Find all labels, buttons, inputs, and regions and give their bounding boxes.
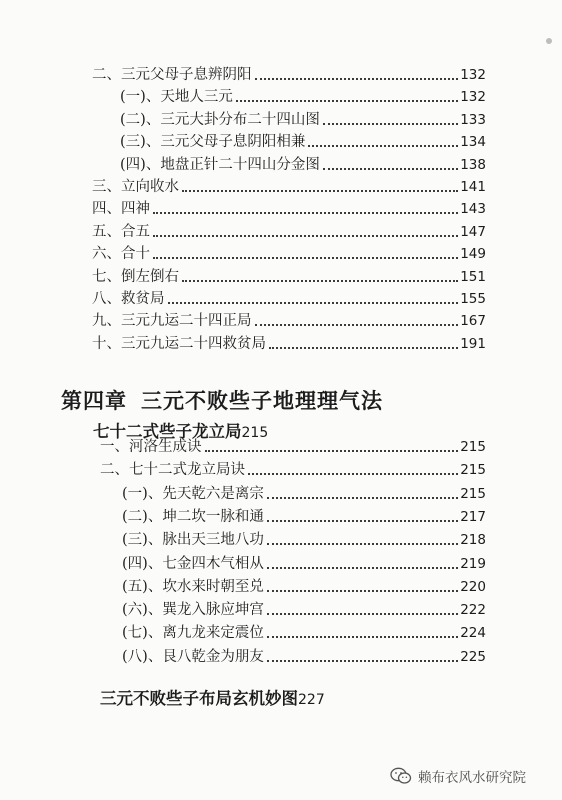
toc-entry bbox=[92, 221, 486, 243]
toc-leader-dots bbox=[248, 473, 458, 475]
toc-entry-page: 132 bbox=[460, 67, 486, 83]
toc-leader-dots bbox=[267, 613, 458, 615]
toc-entry-page: 217 bbox=[460, 508, 486, 525]
toc-leader-dots bbox=[168, 302, 459, 304]
toc-entry-page: 224 bbox=[460, 625, 486, 642]
toc-entry-page: 220 bbox=[460, 578, 486, 595]
toc-leader-dots bbox=[153, 257, 458, 259]
toc-leader-dots bbox=[308, 145, 458, 147]
toc-leader-dots bbox=[205, 450, 459, 452]
toc-entry-label: 五、合五 bbox=[92, 223, 150, 240]
toc-entry bbox=[120, 154, 486, 176]
toc-entry bbox=[100, 459, 486, 481]
toc-entry-label: 三、立向收水 bbox=[92, 179, 179, 195]
toc-entry bbox=[120, 131, 486, 153]
watermark bbox=[390, 766, 526, 786]
toc-entry bbox=[122, 483, 486, 505]
toc-leader-dots bbox=[323, 168, 458, 170]
toc-leader-dots bbox=[267, 497, 458, 499]
toc-entry-label: (八)、艮八乾金为朋友 bbox=[122, 648, 264, 665]
toc-leader-dots bbox=[236, 100, 458, 102]
toc-leader-dots bbox=[267, 520, 458, 522]
toc-entry bbox=[92, 64, 486, 86]
toc-entry-label: 四、四神 bbox=[92, 201, 150, 218]
toc-entry-page: 141 bbox=[460, 179, 486, 195]
toc-entry-label: 七、倒左倒右 bbox=[92, 268, 179, 285]
toc-entry-page: 151 bbox=[460, 268, 486, 285]
wechat-icon bbox=[390, 767, 412, 785]
toc-entry-page: 191 bbox=[460, 335, 486, 352]
toc-entry bbox=[122, 506, 486, 528]
toc-entry-page: 215 bbox=[460, 462, 486, 479]
toc-entry-label: 二、三元父母子息辨阴阳 bbox=[92, 67, 252, 83]
toc-leader-dots bbox=[153, 212, 458, 214]
page-corner-speck bbox=[546, 38, 552, 44]
watermark-text: 赖布衣风水研究院 bbox=[418, 770, 526, 786]
toc-leader-dots bbox=[267, 636, 458, 638]
toc-entry bbox=[122, 646, 486, 668]
toc-entry-page: 215 bbox=[460, 439, 486, 455]
toc-entry-page: 215 bbox=[460, 485, 486, 502]
section-page: 227 bbox=[298, 692, 325, 708]
toc-entry-page: 133 bbox=[460, 111, 486, 128]
toc-leader-dots bbox=[267, 543, 458, 545]
section-title: 七十二式些子龙立局 bbox=[93, 422, 242, 441]
toc-entry bbox=[120, 109, 486, 131]
toc-entry-label: (四)、地盘正针二十四山分金图 bbox=[120, 156, 320, 173]
toc-entry-label: (六)、巽龙入脉应坤宫 bbox=[122, 602, 264, 619]
toc-leader-dots bbox=[267, 590, 458, 592]
toc-entry-page: 132 bbox=[460, 89, 486, 106]
toc-leader-dots bbox=[182, 190, 458, 192]
toc-entry-label: 二、七十二式龙立局诀 bbox=[100, 462, 245, 479]
toc-entry bbox=[100, 436, 486, 458]
toc-entry bbox=[92, 266, 486, 288]
toc-entry bbox=[92, 310, 486, 332]
toc-leader-dots bbox=[255, 78, 459, 80]
toc-entry-page: 143 bbox=[460, 201, 486, 218]
toc-leader-dots bbox=[323, 123, 458, 125]
toc-entry-label: (三)、脉出天三地八功 bbox=[122, 532, 264, 549]
toc-entry-page: 138 bbox=[460, 156, 486, 173]
toc-leader-dots bbox=[267, 567, 458, 569]
toc-leader-dots bbox=[267, 660, 458, 662]
toc-entry-page: 134 bbox=[460, 134, 486, 151]
toc-leader-dots bbox=[269, 347, 458, 349]
chapter-title: 三元不败些子地理理气法 bbox=[141, 389, 383, 413]
section-heading-layout bbox=[100, 685, 325, 709]
toc-entry-page: 222 bbox=[460, 602, 486, 619]
toc-entry-page: 155 bbox=[460, 291, 486, 307]
toc-leader-dots bbox=[153, 235, 458, 237]
toc-entry bbox=[92, 288, 486, 310]
toc-entry-label: 一、河洛生成诀 bbox=[100, 439, 202, 455]
toc-entry-label: (五)、坎水来时朝至兑 bbox=[122, 578, 264, 595]
toc-entry-page: 225 bbox=[460, 648, 486, 665]
toc-entry-page: 149 bbox=[460, 246, 486, 263]
toc-leader-dots bbox=[182, 280, 458, 282]
toc-entry bbox=[92, 243, 486, 265]
toc-entry-page: 218 bbox=[460, 532, 486, 549]
chapter-number: 第四章 bbox=[61, 389, 127, 413]
toc-entry bbox=[92, 176, 486, 198]
toc-entry bbox=[122, 599, 486, 621]
section-page: 215 bbox=[241, 425, 269, 441]
chapter-heading bbox=[61, 385, 383, 415]
toc-leader-dots bbox=[255, 324, 459, 326]
toc-entry-label: (七)、离九龙来定震位 bbox=[122, 625, 264, 642]
toc-entry bbox=[122, 622, 486, 644]
toc-entry bbox=[122, 576, 486, 598]
toc-entry-label: 十、三元九运二十四救贫局 bbox=[92, 335, 266, 352]
toc-entry-page: 147 bbox=[460, 223, 486, 240]
toc-entry-page: 167 bbox=[460, 313, 486, 330]
toc-entry bbox=[92, 333, 486, 355]
toc-entry-label: (二)、坤二坎一脉和通 bbox=[122, 508, 264, 525]
toc-entry bbox=[92, 198, 486, 220]
toc-entry-page: 219 bbox=[460, 555, 486, 572]
toc-entry-label: (三)、三元父母子息阴阳相兼 bbox=[120, 134, 306, 151]
toc-entry-label: (一)、天地人三元 bbox=[120, 89, 233, 106]
section-title: 三元不败些子布局玄机妙图 bbox=[100, 689, 298, 708]
toc-entry bbox=[120, 86, 486, 108]
toc-entry-label: (二)、三元大卦分布二十四山图 bbox=[120, 111, 320, 128]
toc-entry bbox=[122, 529, 486, 551]
toc-entry bbox=[122, 553, 486, 575]
toc-entry-label: (四)、七金四木气相从 bbox=[122, 555, 264, 572]
toc-entry-label: 八、救贫局 bbox=[92, 291, 165, 307]
toc-entry-label: (一)、先天乾六是离宗 bbox=[122, 485, 264, 502]
toc-entry-label: 九、三元九运二十四正局 bbox=[92, 313, 252, 330]
toc-entry-label: 六、合十 bbox=[92, 246, 150, 263]
